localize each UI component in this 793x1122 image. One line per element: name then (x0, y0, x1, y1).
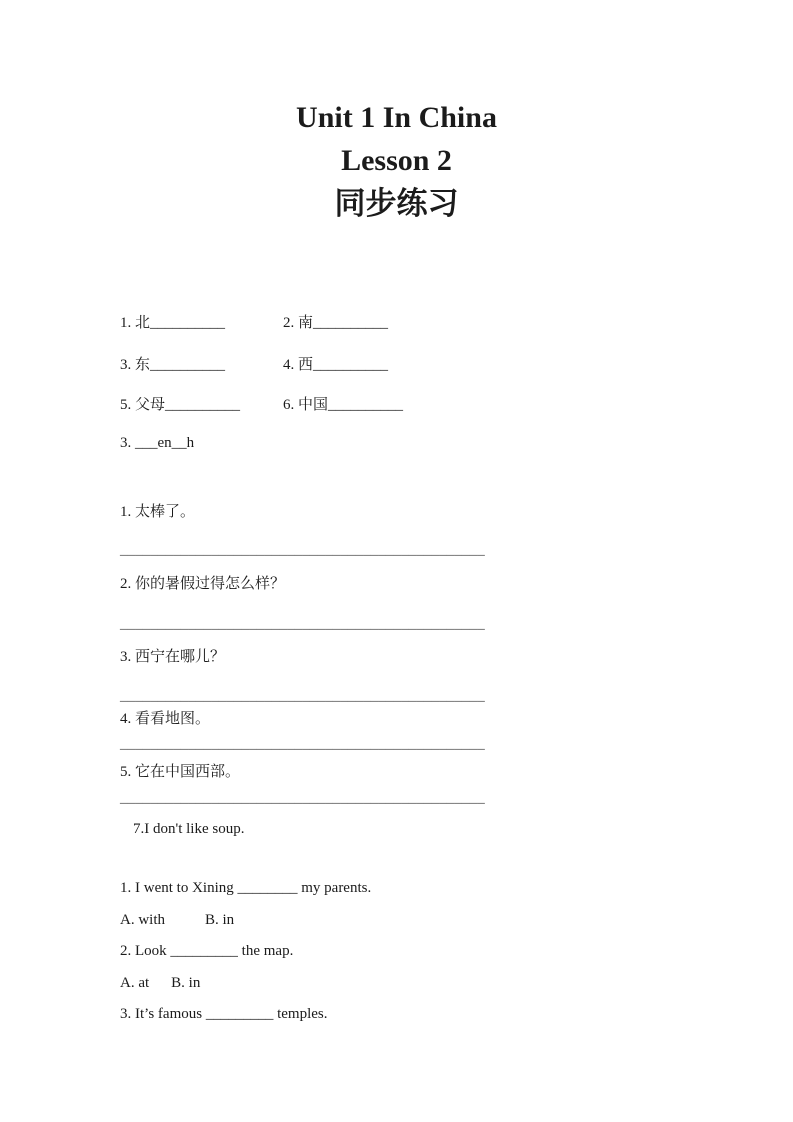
answer-line-4: ________________________________________________ (120, 736, 485, 752)
vocab-item-east: 3. 东__________ (120, 357, 226, 373)
answer-line-1: ________________________________________________ (120, 542, 485, 558)
answer-line-3: ________________________________________________ (120, 688, 485, 704)
mc-option-2a: A. at (120, 975, 150, 991)
mc-question-1: 1. I went to Xining ________ my parents. (120, 880, 372, 896)
vocab-item-north: 1. 北__________ (120, 315, 226, 331)
vocab-item-west: 4. 西__________ (283, 357, 389, 373)
practice-heading: 同步练习 (334, 186, 459, 221)
vocab-item-extra: 3. ___en__h (120, 435, 195, 451)
vocab-item-parents: 5. 父母__________ (120, 397, 241, 413)
translation-prompt-1: 1. 太棒了。 (120, 504, 196, 520)
translation-prompt-5: 5. 它在中国西部。 (120, 764, 241, 780)
mc-question-3: 3. It’s famous _________ temples. (120, 1006, 328, 1022)
translation-prompt-2: 2. 你的暑假过得怎么样？ (120, 576, 286, 592)
mc-option-1a: A. with (120, 912, 165, 928)
mc-option-1b: B. in (205, 912, 235, 928)
answer-line-2: ________________________________________________ (120, 616, 485, 632)
note-line: 7.I don't like soup. (133, 821, 245, 837)
mc-option-2b: B. in (171, 975, 201, 991)
mc-options-1 (120, 911, 234, 930)
vocab-item-china: 6. 中国__________ (283, 397, 404, 413)
translation-prompt-3: 3. 西宁在哪儿？ (120, 649, 226, 665)
vocab-item-south: 2. 南__________ (283, 315, 389, 331)
mc-options-2 (120, 974, 200, 993)
answer-line-5: ________________________________________________ (120, 790, 485, 806)
translation-prompt-4: 4. 看看地图。 (120, 711, 211, 727)
mc-question-2: 2. Look _________ the map. (120, 943, 294, 959)
lesson-subtitle: Lesson 2 (341, 144, 452, 177)
page-title: Unit 1 In China (296, 101, 497, 134)
